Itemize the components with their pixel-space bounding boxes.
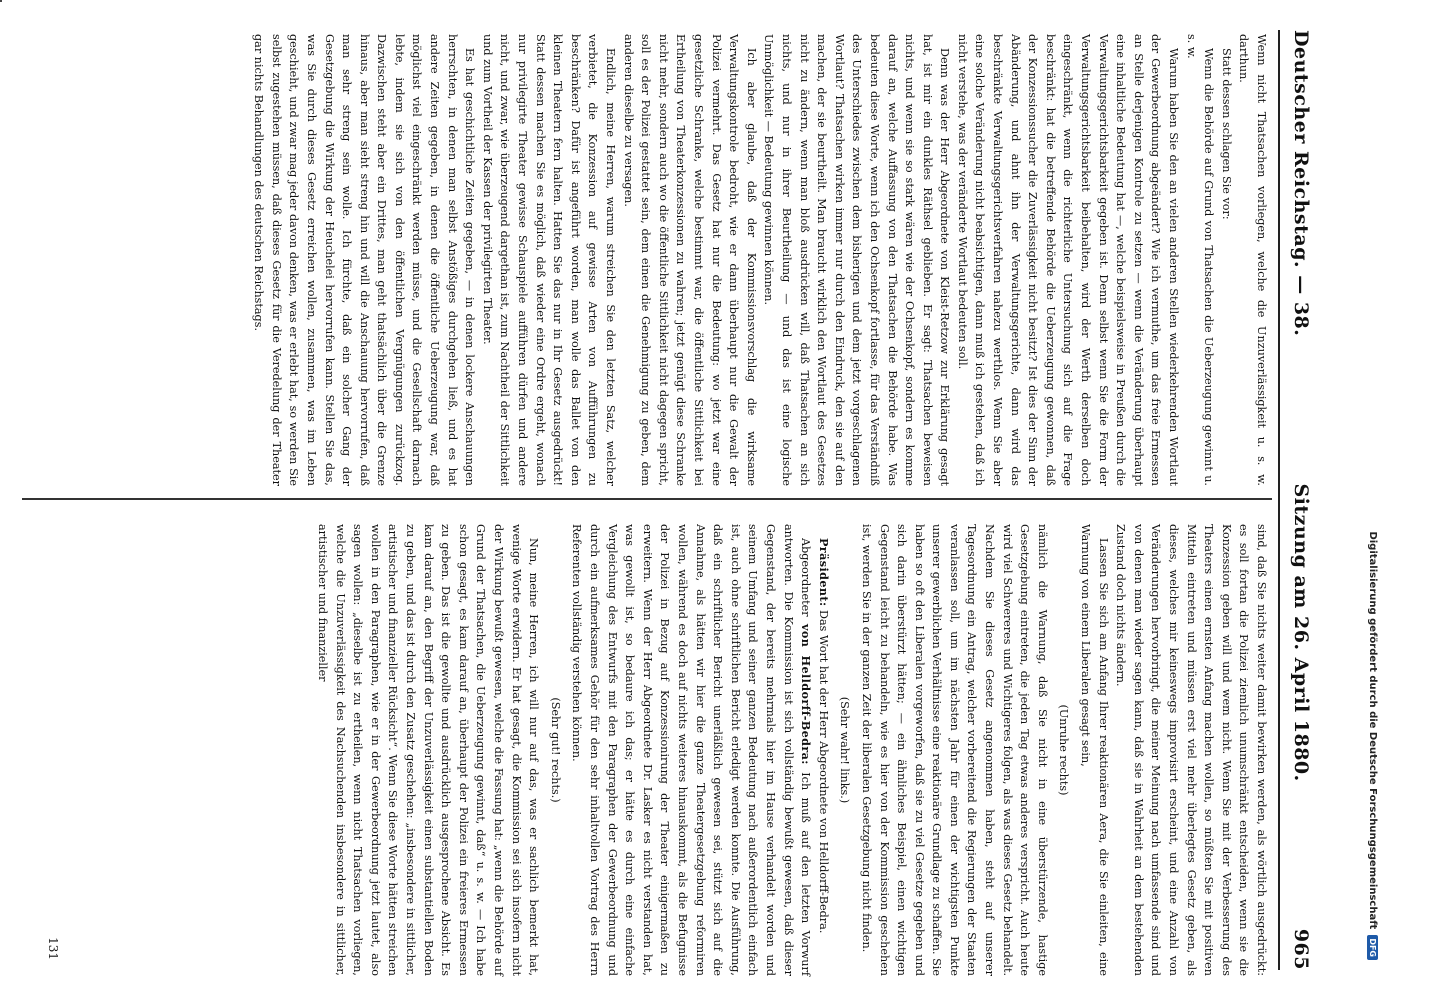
speaker-name: von Helldorff-Bedra: <box>799 624 814 765</box>
right-column <box>314 524 1270 976</box>
left-column <box>250 34 1270 486</box>
speaker-paragraph <box>568 524 814 976</box>
interjection: (Sehr wahr! links.) <box>838 696 852 804</box>
speaker-text: Ich muß auf den letzten Vorwurf antworten. Die Kommission ist sich vollständig bewußt gewesen, daß dieser Gegenstand, der bereits mehrmals hier im Hause verhandelt worden und seinem Umfang und seiner ganzen Bedeutung nach außerordentlich einfach ist, auch ohne schriftlichen Bericht erledigt werden konnte. Die Ausführung, daß ein schriftlicher Bericht unerläßlich gewesen sei, stützt sich auf die Annahme, als hätten wir hier die ganze Theatergesetzgebung reformiren wollen, während es doch auf nichts weiteres hinauskommt, als die Befugnisse der Polizei in Bezug auf Konzessionirung der Theater einigermaßen zu erweitern. Wenn der Herr Abgeordnete Dr. Lasker es nicht verstanden hat, was gewollt ist, so bedaure ich das; er hätte es durch eine einfache Vergleichung des Entwurfs mit den Paragraphen der Gewerbeordnung und durch ein aufmerksames Gehör für den sehr inhaltvollen Vortrag des Herrn Referenten vollständig verstehen können. <box>570 524 813 976</box>
dfg-logo: DFG <box>1367 935 1378 960</box>
sheet-signature: 131 <box>46 937 60 960</box>
stamp-text: Digitalisierung gefördert durch die Deutsche Forschungsgemeinschaft <box>1367 531 1378 930</box>
paragraph: nämlich die Warnung, daß Sie nicht in eine überstürzende, hastige Gesetzgebung eintreten, die jeden Tag etwas anderes verspricht. Auch heute wird viel Schwereres und Wichtigeres folgen, als was dieses Gesetz behandelt. Nachdem Sie dieses Gesetz angenommen haben, steht auf unserer Tagesordnung ein Antrag, welcher vorbereitend die Regierungen der Staaten veranlassen soll, um im nächsten Jahr für einen der wichtigsten Punkte unserer gewerblichen Verhältnisse eine reaktionäre Grundlage zu schaffen. Sie haben so oft den Liberalen vorgeworfen, daß sie zu viel Gesetze gegeben und sich darin überstürzt hätten; — ein ähnliches Beispiel, einen wichtigen Gegenstand leicht zu behandeln, wie es hier von der Kommission geschehen ist, werden Sie in der ganzen Zeit der liberalen Gesetzgebung nicht finden. <box>859 524 1049 976</box>
interjection: (Sehr gut! rechts.) <box>548 697 562 803</box>
page-header <box>1284 30 1312 970</box>
interjection: (Unruhe rechts) <box>1057 704 1071 796</box>
header-rule <box>1278 30 1280 970</box>
paragraph: sind, daß Sie nichts weiter damit bewirken werden, als wörtlich ausgedrückt: es soll fortan die Polizei ziemlich unumschränkt entscheiden, wenn sie die Konzession geben will und wem nicht. Wenn Sie mit der Verbesserung des Theaters einen ernsten Anfang machen wollen, so müßten Sie mit positiven Mitteln eintreten und müssen erst viel mehr überlegtes Gesetz geben, als dieses, welches mir keineswegs improvisirt erscheint, und eine Anzahl von Veränderungen hervorbringt, die meiner Meinung nach umfassende sind und von denen man wieder sagen kann, daß sie in Wahrheit an dem bestehenden Zustand doch nichts ändern. <box>1114 524 1268 976</box>
header-center: Sitzung am 26. April 1880. <box>1290 483 1312 782</box>
digitization-stamp <box>1367 40 1378 960</box>
paragraph: Ich aber glaube, daß der Kommissionsvorschlag die wirksame Verwaltungskontrole bedroht, wie er dann überhaupt nur die Gewalt der Polizei vermehrt. Das Gesetz hat nur die Bedeutung: wo jetzt war eine gesetzliche Schranke, welche bestimmt war, die öffentliche Sittlichkeit bei Ertheilung von Theaterkonzessionen zu wahren; jetzt genügt diese Schranke nicht mehr, sondern auch wo die öffentliche Sittlichkeit nicht dagegen spricht, soll es der Polizei gestattet sein, dem einen die Genehmigung zu geben, dem anderen dieselbe zu versagen. <box>621 34 758 486</box>
paragraph: Warum haben Sie den an vielen anderen Stellen wiederkehrenden Wortlaut der Gewerbeordnung abgeändert? Wie ich vermuthe, um das freie Ermessen an Stelle derjenigen Kontrole zu setzen — wenn die Veränderung überhaupt eine inhaltliche Bedeutung hat —, welche beispielsweise in Preußen durch die Verwaltungsgerichtsbarkeit gegeben ist. Denn selbst wenn Sie die Form der Verwaltungsgerichtsbarkeit beibehalten, wird der Werth derselben doch eingeschränkt, wenn die richterliche Untersuchung sich auf die Frage beschränkt: hat die betreffende Behörde die Ueberzeugung gewonnen, daß der Konzessionssucher die Zuverlässigkeit nicht besitzt? Ist dies der Sinn der Abänderung, und ahnt ihn der Verwaltungsgerichte, dann wird das beschränkte Verwaltungsgerichtsverfahren nahezu werthlos. Wenn Sie aber eine solche Veränderung nicht beabsichtigen, dann muß ich gestehen, daß ich nicht verstehe, was der veränderte Wortlaut bedeuten soll. <box>955 34 1181 486</box>
column-divider <box>22 498 1272 500</box>
paragraph: Wenn nicht Thatsachen vorliegen, welche die Unzuverlässigkeit u. s. w. darthun. <box>1237 34 1268 486</box>
paragraph: Wenn die Behörde auf Grund von Thatsachen die Ueberzeugung gewinnt u. s. w. <box>1184 34 1216 486</box>
page-number: 965 <box>1290 928 1312 970</box>
paragraph: Denn was der Herr Abgeordnete von Kleist-Retzow zur Erklärung gesagt hat, ist mir ein dunkles Räthsel geblieben. Er sagt: Thatsachen beweisen nichts, und wenn sie so stark wären wie der Ochsenkopf, sondern es komme darauf an, welche Auffassung von den Thatsachen die Behörde habe. Was bedeuten diese Worte, wenn ich den Ochsenkopf fortlasse, für das Verständniß des Unterschiedes zwischen dem bisherigen und dem jetzt vorgeschlagenen Wortlaut? Thatsachen wirken immer nur durch den Eindruck, den sie auf den machen, der sie beurtheilt. Man braucht wirklich den Wortlaut des Gesetzes nicht zu ändern, wenn man bloß ausdrücken will, daß Thatsachen an sich nichts, und nur in ihrer Beurtheilung — und das ist eine logische Unmöglichkeit — Bedeutung gewinnen können. <box>762 34 952 486</box>
paragraph: Statt dessen schlagen Sie vor: <box>1219 48 1233 220</box>
paragraph: Es hat geschichtliche Zeiten gegeben, — in denen lockere Anschauungen herrschten, in denen man selbst Anstößiges durchgehen ließ, und es hat andere Zeiten gegeben, in denen die öffentliche Ueberzeugung war, daß möglichst viel eingeschränkt werden müsse, und die Gesellschaft darnach lebte, indem sie sich von den öffentlichen Vergnügungen zurückzog. Dazwischen steht aber ein Drittes, man geht thatsächlich über die Grenze hinaus, aber man sieht streng hin und will die Anschauung hervorrufen, daß man sehr streng sein wolle. Ich fürchte, daß ein solcher Gang der Gesetzgebung die Wirkung der Heuchelei hervorrufen kann. Stellen Sie das, was Sie durch dieses Gesetz erreichen wollen, zusammen, was im Leben geschieht, und zwar mag jeder davon denken, was er erlebt hat, so werden Sie selbst zugestehen müssen, daß dieses Gesetz für die Veredelung der Theater gar nichts Behandlungen des deutschen Reichstags. <box>252 34 477 486</box>
president-paragraph <box>814 524 832 976</box>
header-left: Deutscher Reichstag. — 38. <box>1290 30 1312 337</box>
president-text: Das Wort hat der Herr Abgeordnete von Helldorff-Bedra. <box>816 610 830 934</box>
paragraph: Lassen Sie sich am Anfang Ihrer reaktionären Aera, die Sie einleiten, eine Warnung von einem Liberalen gesagt sein, <box>1079 524 1110 976</box>
paragraph: Endlich, meine Herren, warum streichen Sie den letzten Satz, welcher verbietet, die Konzession auf gewisse Arten von Aufführungen zu beschränken? Dafür ist angeführt worden, man wolle das Ballet von den kleinen Theatern fern halten. Hatten Sie das nur in Ihr Gesetz ausgedrückt! Statt dessen machen Sie es möglich, daß wieder eine Ordre ergeht, wonach nur privilegirte Theater gewisse Schauspiele aufführen dürfen und andere nicht, und zwar, wie überzeugend dargethan ist, zum Nachtheil der Sittlichkeit und zum Vortheil der Kassen der privilegirten Theater. <box>480 34 618 486</box>
president-label: Präsident: <box>816 538 831 607</box>
paragraph: Nun, meine Herren, ich will nur auf das, was er sachlich bemerkt hat, wenige Worte erwidern. Er hat gesagt, die Kommission sei sich insofern nicht der Wirkung bewußt gewesen, welche die Fassung hat: „wenn die Behörde auf Grund der Thatsachen, die Ueberzeugung gewinnt, daß“ u. s. w. — Ich habe schon gesagt, es kam darauf an, überhaupt der Polizei ein freieres Ermessen zu geben. Das ist die gewollte und ausdrücklich ausgesprochene Absicht. Es kam darauf an, den Begriff der Unzuverlässigkeit einen substantiellen Boden zu geben, und das ist durch den Zusatz geschehen: „insbesondere in sittlicher, artistischer und finanzieller Rücksicht“. Wenn Sie diese Worte hätten streichen wollen in den Paragraphen, wie er in der Gewerbeordnung jetzt lautet, also sagen wollen: „dieselbe ist zu ertheilen, wenn nicht Thatsachen vorliegen, welche die Unzuverlässigkeit des Nachsuchenden insbesondere in sittlicher, artistischer und finanzieller <box>316 524 541 976</box>
speaker-intro: Abgeordneter <box>799 538 813 617</box>
newspaper-page <box>2 0 1378 1000</box>
